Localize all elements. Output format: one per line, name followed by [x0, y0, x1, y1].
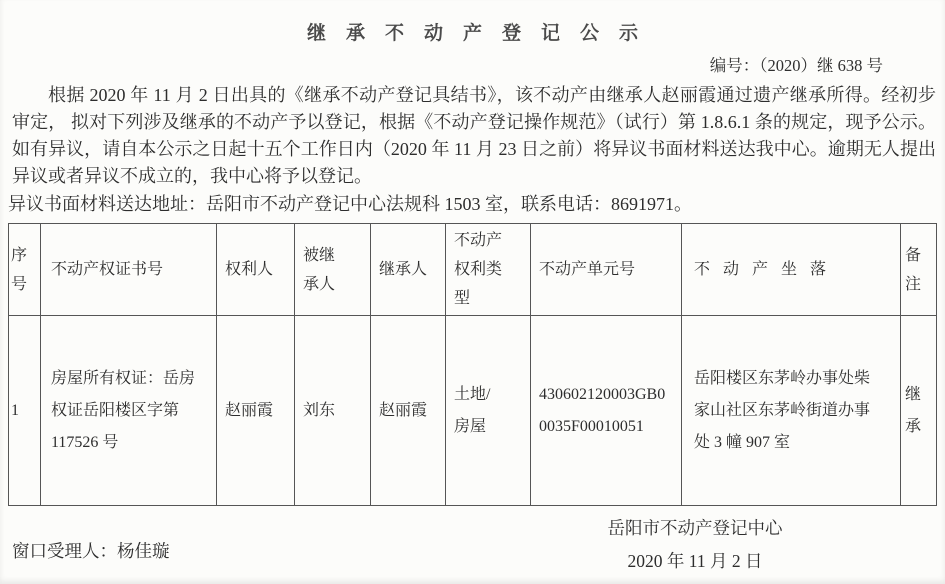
col-header-remark: 备注 [901, 224, 937, 316]
cell-right-holder: 赵丽霞 [217, 316, 295, 506]
cell-sequence: 1 [9, 316, 41, 506]
page-title: 继承不动产登记公示 [306, 23, 658, 44]
table-row [9, 316, 937, 506]
col-header-decedent: 被继承人 [295, 224, 371, 316]
col-header-location: 不动产坐落 [682, 224, 901, 316]
cell-right-type: 土地/房屋 [446, 316, 531, 506]
col-header-unit-number: 不动产单元号 [531, 224, 682, 316]
announcement-body-paragraph: 根据 2020 年 11 月 2 日出具的《继承不动产登记具结书》，该不动产由继承人赵丽霞通过遗产继承所得。经初步审定， 拟对下列涉及继承的不动产予以登记，根据《不动产登记操作规范》（试行）第 1.8.6.1 条的规定，现予公示。如有异议，请自本公示之日起十五个工作日内（2020 年 11 月 23 日之前）将异议书面材料送达我中心。逾期无人提出异议或者异议不成立的，我中心将予以登记。 [12, 85, 936, 186]
window-receiver: 窗口受理人：杨佳璇 [12, 541, 170, 561]
cell-heir: 赵丽霞 [371, 316, 446, 506]
document-footer [0, 506, 945, 584]
cell-location: 岳阳楼区东茅岭办事处柴家山社区东茅岭街道办事处 3 幢 907 室 [682, 316, 901, 506]
col-header-heir: 继承人 [371, 224, 446, 316]
col-header-certificate-no: 不动产权证书号 [41, 224, 217, 316]
title-row [0, 18, 945, 45]
cell-certificate-no: 房屋所有权证：岳房权证岳阳楼区字第 117526 号 [41, 316, 217, 506]
cell-decedent: 刘东 [295, 316, 371, 506]
issuing-authority: 岳阳市不动产登记中心 [607, 518, 783, 538]
issuer-block [560, 512, 830, 578]
col-header-right-type: 不动产权利类型 [446, 224, 531, 316]
issue-date: 2020 年 11 月 2 日 [627, 551, 763, 571]
cell-unit-number: 430602120003GB00035F00010051 [531, 316, 682, 506]
objection-address-line: 异议书面材料送达地址：岳阳市不动产登记中心法规科 1503 室，联系电话：8691971。 [8, 194, 692, 214]
cell-remark: 继承 [901, 316, 937, 506]
doc-number: 编号：（2020）继 638 号 [709, 56, 883, 75]
col-header-sequence: 序号 [9, 224, 41, 316]
col-header-right-holder: 权利人 [217, 224, 295, 316]
table-header-row [9, 224, 937, 316]
inheritance-registration-table [8, 223, 937, 506]
